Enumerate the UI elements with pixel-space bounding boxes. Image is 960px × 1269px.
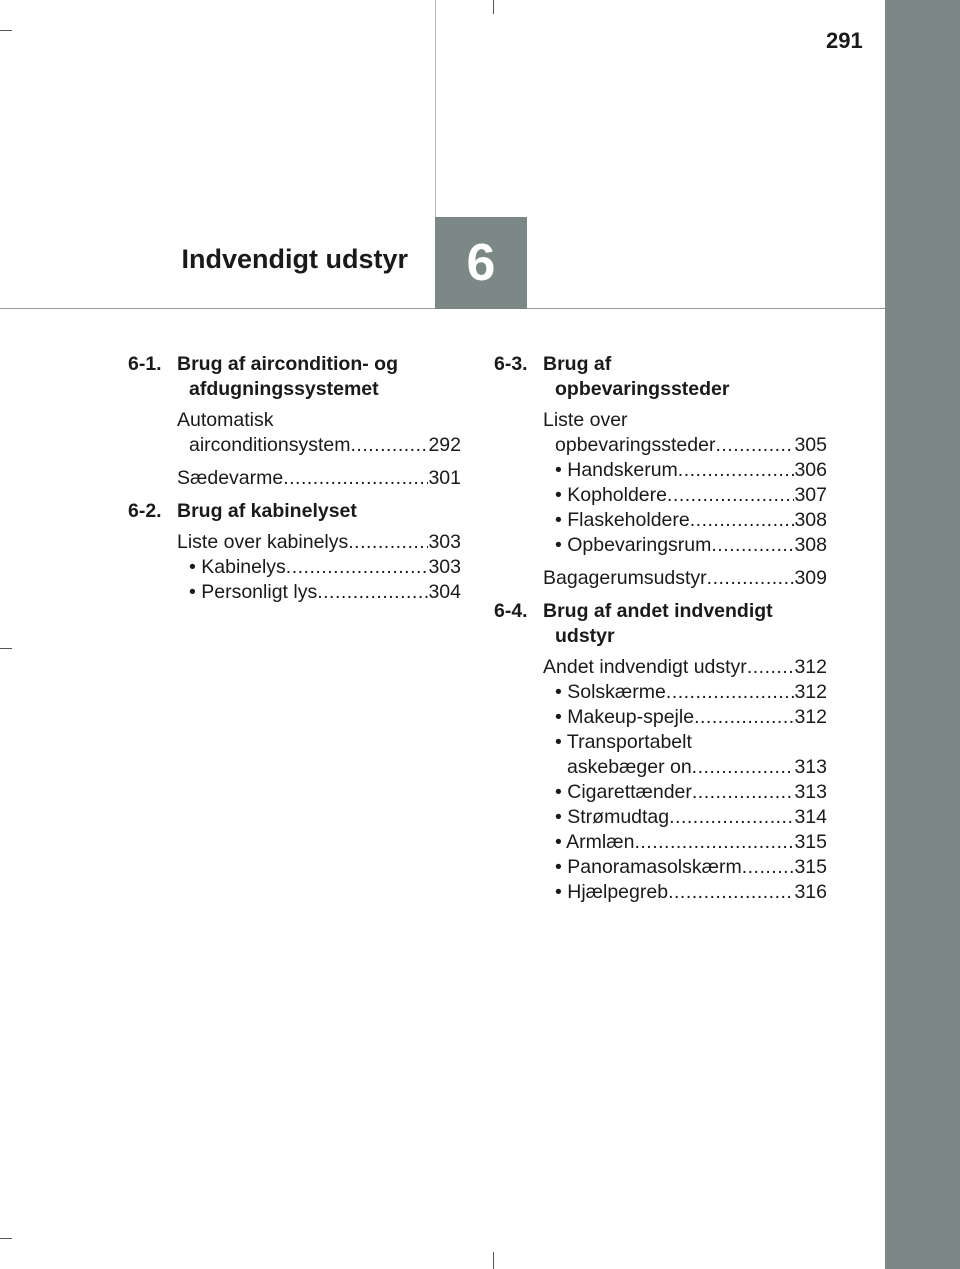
header-vertical-rule [435,0,436,217]
section-number: 6-2. [128,500,162,522]
toc-page-number: 304 [428,581,461,603]
toc-entry[interactable]: • Solskærme ..... 312 [543,680,827,705]
toc-entry[interactable]: • Panoramasolskærm ..... 315 [543,855,827,880]
toc-page-number: 309 [794,567,827,589]
section-heading[interactable] [494,352,827,402]
toc-page-number: 312 [794,656,827,678]
section-title: Brug af aircondition- og afdugningssystemet [177,353,398,400]
toc-page-number: 306 [794,459,827,481]
section-title: Brug af opbevaringssteder [543,353,730,400]
toc-entry[interactable]: Andet indvendigt udstyr ..... 312 [543,655,827,680]
crop-mark [493,1252,494,1269]
toc-entry-label-line: • Transportabelt [555,731,692,753]
toc-page-number: 301 [428,467,461,489]
section-title: Brug af kabinelyset [177,500,357,522]
toc-entry[interactable]: • Hjælpegreb ..... 316 [543,880,827,905]
toc-entry-label-line: Automatisk [177,409,274,431]
crop-mark [0,1238,12,1239]
toc-entry[interactable]: • Kabinelys ..... 303 [177,555,461,580]
toc-page-number: 316 [794,881,827,903]
chapter-number-box: 6 [435,217,527,309]
toc-page-number: 303 [428,531,461,553]
toc-entry[interactable]: • Cigarettænder ..... 313 [543,780,827,805]
toc-entry[interactable]: • Strømudtag ..... 314 [543,805,827,830]
section-number: 6-4. [494,600,528,622]
toc-entry-label-line: Liste over [543,409,628,431]
toc-page-number: 314 [794,806,827,828]
toc-entry[interactable]: askebæger on ..... 313 [543,755,827,780]
section-number: 6-1. [128,353,162,375]
toc-page-number: 313 [794,756,827,778]
toc-column-left [128,352,461,605]
toc-page-number: 303 [428,556,461,578]
toc-entry[interactable]: • Kopholdere ..... 307 [543,483,827,508]
toc-entry[interactable]: • Flaskeholdere ..... 308 [543,508,827,533]
section-entries [494,655,827,905]
toc-entry[interactable]: • Personligt lys ..... 304 [177,580,461,605]
toc-page-number: 312 [794,706,827,728]
chapter-title: Indvendigt udstyr [181,244,408,274]
section-entries [494,408,827,591]
section-heading[interactable] [494,599,827,649]
toc-page-number: 315 [794,831,827,853]
section-entries [128,408,461,491]
toc-page-number: 305 [794,434,827,456]
toc-entry[interactable]: opbevaringssteder ..... 305 [543,433,827,458]
toc-entry[interactable]: • Armlæn ..... 315 [543,830,827,855]
toc-entry[interactable]: airconditionsystem ..... 292 [177,433,461,458]
toc-entry[interactable]: • Makeup-spejle ..... 312 [543,705,827,730]
crop-mark [0,648,12,649]
toc-page-number: 308 [794,534,827,556]
section-heading[interactable] [128,499,461,524]
crop-mark [0,30,12,31]
toc-column-right [494,352,827,905]
toc-page-number: 315 [794,856,827,878]
toc-page-number: 313 [794,781,827,803]
section-entries [128,530,461,605]
section-number: 6-3. [494,353,528,375]
chapter-side-tab [885,0,960,1269]
toc-entry[interactable]: Liste over kabinelys ..... 303 [177,530,461,555]
toc-entry[interactable]: • Opbevaringsrum ..... 308 [543,533,827,558]
section-heading[interactable] [128,352,461,402]
toc-page-number: 307 [794,484,827,506]
page-number: 291 [826,28,863,53]
toc-page-number: 292 [428,434,461,456]
toc-entry[interactable]: Sædevarme ..... 301 [177,466,461,491]
toc-page-number: 312 [794,681,827,703]
toc-entry[interactable]: Bagagerumsudstyr ..... 309 [543,566,827,591]
toc-page-number: 308 [794,509,827,531]
crop-mark [493,0,494,14]
toc-entry[interactable]: • Handskerum ..... 306 [543,458,827,483]
section-title: Brug af andet indvendigt udstyr [543,600,773,647]
